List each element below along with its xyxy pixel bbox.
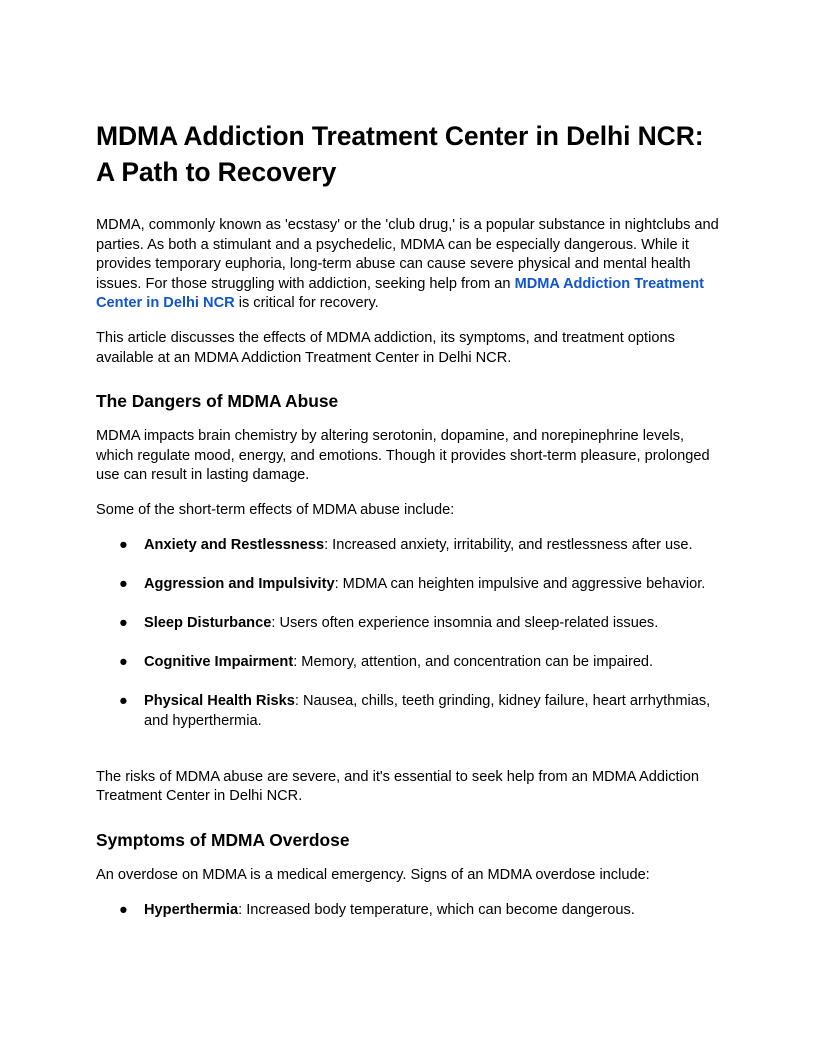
intro-paragraph [96,216,720,314]
list-item-desc: : Nausea, chills, teeth grinding, kidney failure, heart arrhythmias, and hyperthermia. [144,693,711,729]
list-item-term: Aggression and Impulsivity [144,576,335,592]
bullet-icon: ● [119,615,128,631]
bullet-icon: ● [119,537,128,553]
list-item-desc: : Memory, attention, and concentration can be impaired. [293,654,654,670]
document-page [96,118,720,940]
bullet-icon: ● [119,901,128,918]
page-title: MDMA Addiction Treatment Center in Delhi NCR: A Path to Recovery [96,121,704,187]
overdose-list-intro: An overdose on MDMA is a medical emergency. Signs of an MDMA overdose include: [96,866,650,883]
overdose-list [96,901,720,921]
section-spacer [96,751,720,768]
effects-list-intro: Some of the short-term effects of MDMA abuse include: [96,502,455,518]
list-item [96,653,720,673]
dangers-paragraph: MDMA impacts brain chemistry by altering serotonin, dopamine, and norepinephrine levels, which regulate mood, energy, and emotions. Though it provides short-term pleasure, prolonged use can result in lasting damage. [96,428,710,483]
intro-text-before-link: MDMA, commonly known as 'ecstasy' or the 'club drug,' is a popular substance in nightclubs and parties. As both a stimulant and a psychedelic, MDMA can be especially dangerous. While it provides temporary euphoria, long-term abuse can cause severe physical and mental health issues. For those struggling with addiction, seeking help from an [96,217,719,292]
list-item-desc: : MDMA can heighten impulsive and aggressive behavior. [334,576,706,592]
list-item [96,614,720,634]
list-item-term: Sleep Disturbance [144,615,272,631]
dangers-heading: The Dangers of MDMA Abuse [96,391,339,411]
list-item [96,536,720,556]
list-item-term: Hyperthermia [144,901,239,918]
list-item-desc: : Users often experience insomnia and sleep-related issues. [271,615,659,631]
list-item [96,901,720,921]
list-item [96,692,720,731]
list-item-desc: : Increased body temperature, which can become dangerous. [238,901,635,918]
list-item-term: Physical Health Risks [144,693,295,709]
bullet-icon: ● [119,693,128,709]
overdose-heading: Symptoms of MDMA Overdose [96,829,350,850]
dangers-closing: The risks of MDMA abuse are severe, and it's essential to seek help from an MDMA Addiction Treatment Center in Delhi NCR. [96,768,700,804]
list-item [96,575,720,595]
overview-paragraph: This article discusses the effects of MDMA addiction, its symptoms, and treatment options available at an MDMA Addiction Treatment Center in Delhi NCR. [96,330,675,366]
list-item-desc: : Increased anxiety, irritability, and restlessness after use. [324,537,693,553]
treatment-center-link[interactable]: MDMA Addiction Treatment Center in Delhi NCR [96,275,705,311]
list-item-term: Cognitive Impairment [144,654,294,670]
intro-text-after-link: is critical for recovery. [234,295,379,311]
bullet-icon: ● [119,654,128,670]
bullet-icon: ● [119,576,128,592]
list-item-term: Anxiety and Restlessness [144,537,325,553]
effects-list [96,536,720,731]
